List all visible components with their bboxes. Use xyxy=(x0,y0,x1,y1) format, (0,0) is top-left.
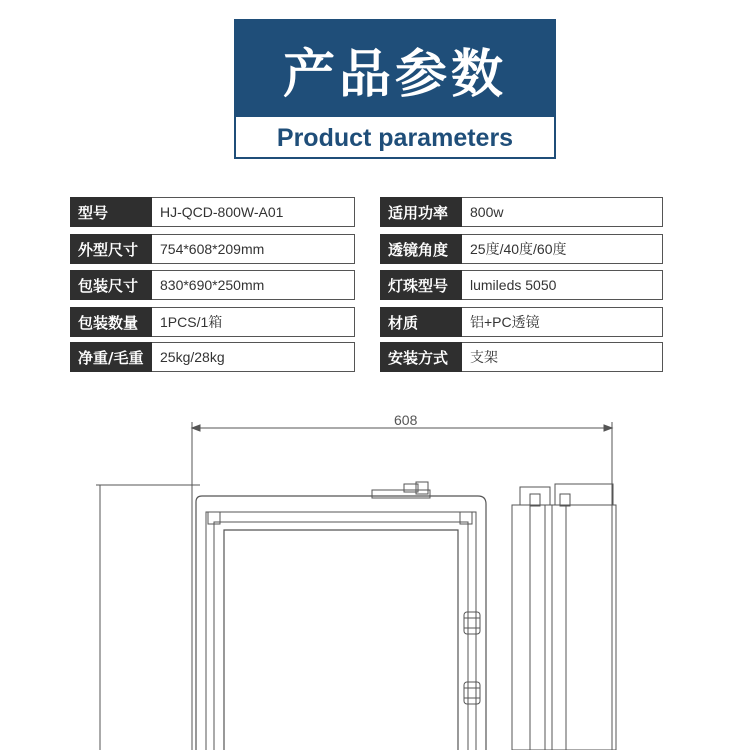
param-value: 25度/40度/60度 xyxy=(462,234,663,264)
param-label: 灯珠型号 xyxy=(380,270,462,300)
param-row xyxy=(380,270,663,300)
param-row xyxy=(70,342,355,372)
param-label: 型号 xyxy=(70,197,152,227)
title-chinese: 产品参数 xyxy=(236,21,554,117)
param-value: 1PCS/1箱 xyxy=(152,307,355,337)
param-row xyxy=(70,307,355,337)
bolt-icon xyxy=(464,682,480,704)
param-value: HJ-QCD-800W-A01 xyxy=(152,197,355,227)
param-row xyxy=(70,270,355,300)
param-row xyxy=(380,342,663,372)
param-row xyxy=(380,307,663,337)
param-value: lumileds 5050 xyxy=(462,270,663,300)
param-value: 25kg/28kg xyxy=(152,342,355,372)
title-english: Product parameters xyxy=(276,123,514,152)
param-label: 安装方式 xyxy=(380,342,462,372)
param-label: 净重/毛重 xyxy=(70,342,152,372)
param-label: 材质 xyxy=(380,307,462,337)
param-value: 754*608*209mm xyxy=(152,234,355,264)
technical-drawing xyxy=(0,390,750,750)
front-frame xyxy=(196,496,486,750)
param-value: 铝+PC透镜 xyxy=(462,307,663,337)
param-label: 包装数量 xyxy=(70,307,152,337)
title-banner xyxy=(234,19,556,159)
param-value: 支架 xyxy=(462,342,663,372)
param-row xyxy=(70,197,355,227)
bolt-icon xyxy=(464,612,480,634)
param-row xyxy=(380,234,663,264)
param-row xyxy=(380,197,663,227)
param-value: 800w xyxy=(462,197,663,227)
param-label: 包装尺寸 xyxy=(70,270,152,300)
param-row xyxy=(70,234,355,264)
param-label: 适用功率 xyxy=(380,197,462,227)
param-label: 外型尺寸 xyxy=(70,234,152,264)
param-label: 透镜角度 xyxy=(380,234,462,264)
width-dimension-label: 608 xyxy=(394,412,418,428)
param-value: 830*690*250mm xyxy=(152,270,355,300)
side-view xyxy=(512,505,616,750)
